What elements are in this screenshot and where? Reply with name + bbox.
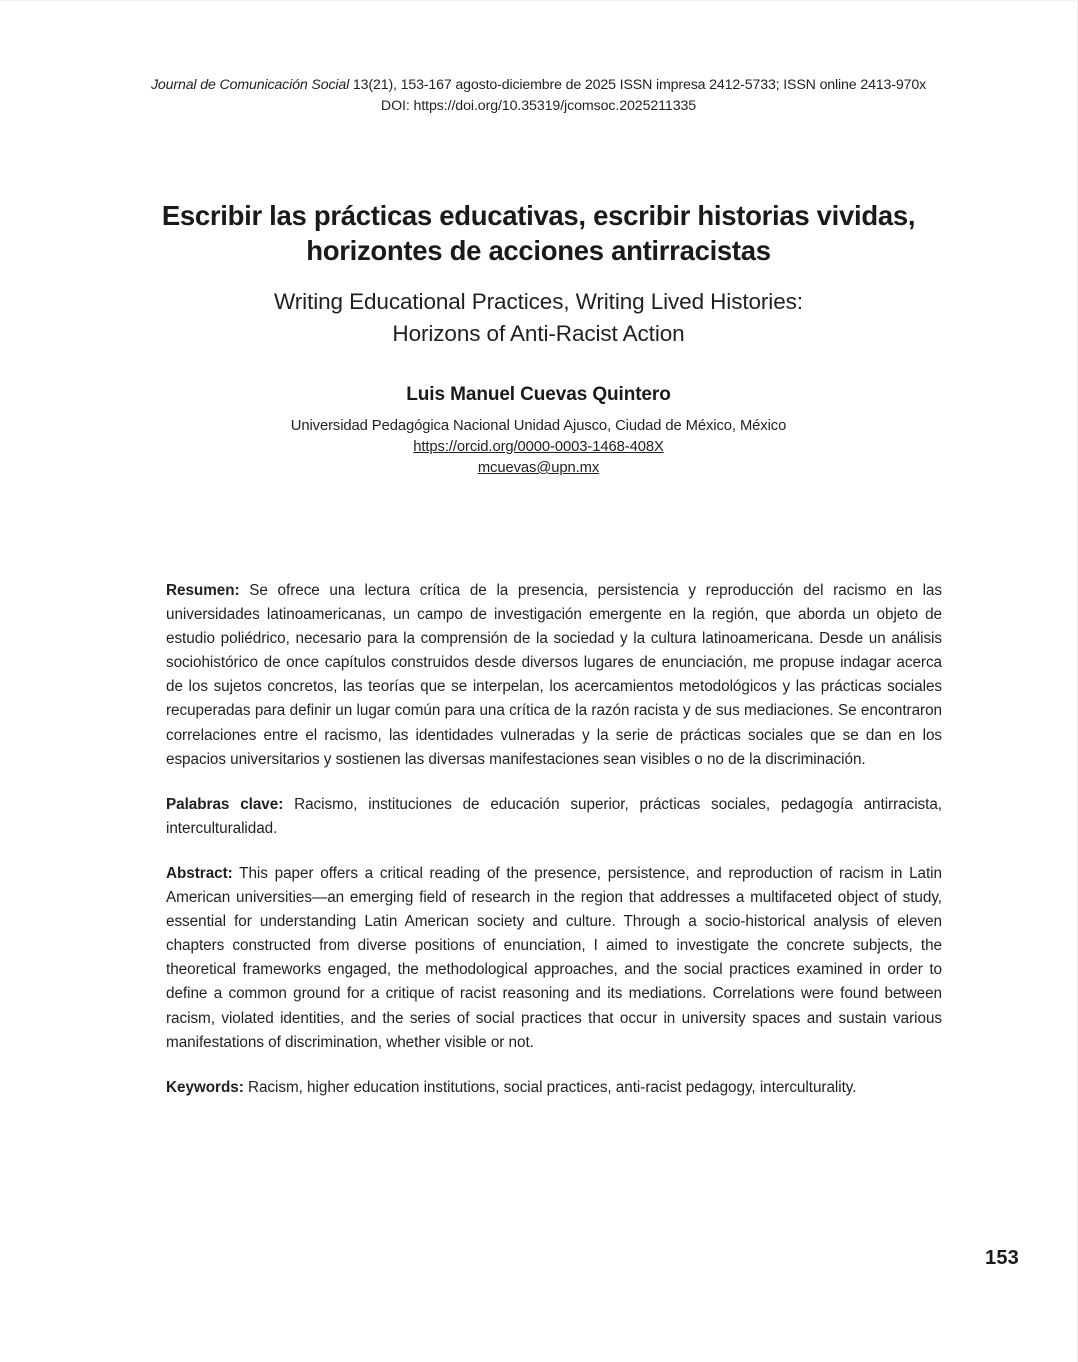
abstract-spanish-label: Resumen:	[166, 582, 240, 599]
journal-citation: 13(21), 153-167 agosto-diciembre de 2025 ISSN impresa 2412-5733; ISSN online 2413-970x	[349, 77, 927, 93]
subtitle-english	[140, 286, 937, 350]
abstract-english	[166, 862, 942, 1055]
keywords-english-text: Racism, higher education institutions, social practices, anti-racist pedagogy, interculturality.	[243, 1078, 857, 1096]
author-email-link[interactable]: mcuevas@upn.mx	[477, 460, 600, 476]
author-name: Luis Manuel Cuevas Quintero	[406, 384, 671, 405]
keywords-spanish-text: Racismo, instituciones de educación superior, prácticas sociales, pedagogía antirracista, interculturalidad.	[166, 795, 943, 837]
author-block	[140, 382, 937, 479]
journal-title: Journal de Comunicación Social	[150, 77, 350, 93]
keywords-spanish	[166, 793, 942, 841]
title-english-line-1: Writing Educational Practices, Writing Lived Histories:	[274, 289, 803, 314]
title-block	[140, 198, 937, 350]
keywords-spanish-label: Palabras clave:	[166, 795, 284, 813]
abstract-english-label: Abstract:	[166, 864, 233, 882]
abstract-spanish-text: Se ofrece una lectura crítica de la presencia, persistencia y reproducción del racismo en las universidades latinoamericanas, un campo de investigación emergente en la región, que aborda un objeto de estudio poliédrico, necesario para la comprensión de la sociedad y la cultura latinoamericana. Desde un análisis sociohistórico de once capítulos construidos desde diversos lugares de enunciación, me propuse indagar acerca de los sujetos concretos, las teorías que se interpelan, los acercamientos metodológicos y las prácticas sociales recuperadas para definir un lugar común para una crítica de la razón racista y de sus mediaciones. Se encontraron correlaciones entre el racismo, las identidades vulneradas y la serie de prácticas sociales que se dan en los espacios universitarios y sostienen las diversas manifestaciones sean visibles o no de la discriminación.	[166, 582, 942, 768]
author-orcid-link[interactable]: https://orcid.org/0000-0003-1468-408X	[413, 439, 664, 455]
abstract-english-text: This paper offers a critical reading of the presence, persistence, and reproduction of racism in Latin American universities—an emerging field of research in the region that addresses a multifaceted object of study, essential for understanding Latin American society and culture. Through a socio-historical analysis of eleven chapters constructed from diverse positions of enunciation, I aimed to investigate the concrete subjects, the theoretical frameworks engaged, the methodological approaches, and the social practices examined in order to define a common ground for a critique of racist reasoning and its mediations. Correlations were found between racism, violated identities, and the series of social practices that occur in university spaces and sustain various manifestations of discrimination, whether visible or not.	[166, 864, 942, 1051]
title-spanish-line-1: Escribir las prácticas educativas, escribir historias vividas,	[161, 200, 916, 231]
title-spanish-line-2: horizontes de acciones antirracistas	[306, 235, 771, 266]
doi-line[interactable]: DOI: https://doi.org/10.35319/jcomsoc.2025211335	[380, 98, 697, 114]
running-head	[0, 75, 1077, 117]
title-english-line-2: Horizons of Anti-Racist Action	[392, 321, 685, 346]
page-title	[140, 198, 937, 268]
abstract-spanish	[166, 579, 942, 772]
keywords-english	[166, 1076, 942, 1100]
author-affiliation: Universidad Pedagógica Nacional Unidad Ajusco, Ciudad de México, México	[290, 418, 787, 434]
keywords-english-label: Keywords:	[166, 1078, 244, 1096]
page-number: 153	[985, 1247, 1019, 1269]
abstract-section	[166, 579, 942, 1100]
